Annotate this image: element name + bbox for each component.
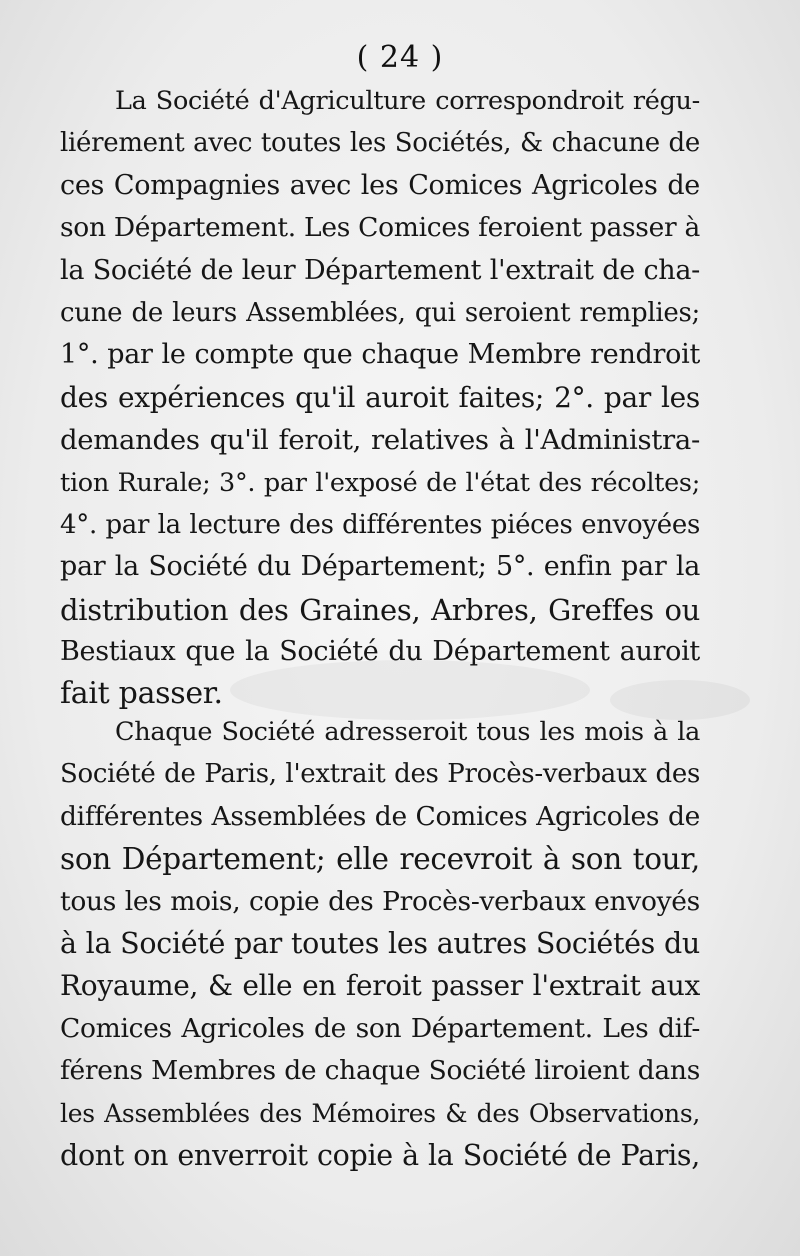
paragraph <box>60 711 700 1177</box>
text-line: La Société d'Agriculture correspondroit régu- <box>115 86 700 116</box>
text-line: cune de leurs Assemblées, qui seroient remplies; <box>60 297 700 328</box>
text-line: 4°. par la lecture des différentes piéces envoyées <box>60 509 700 540</box>
text-line: tous les mois, copie des Procès-verbaux envoyés <box>60 885 700 917</box>
paragraph <box>60 80 700 716</box>
text-line: Royaume, & elle en feroit passer l'extrait aux <box>60 969 700 1003</box>
text-line: férens Membres de chaque Société liroient dans <box>60 1055 700 1087</box>
text-line: Chaque Société adresseroit tous les mois à la <box>115 717 700 747</box>
text-line: 1°. par le compte que chaque Membre rendroit <box>60 339 700 371</box>
text-line: la Société de leur Département l'extrait de cha- <box>60 254 700 286</box>
text-line: les Assemblées des Mémoires & des Observations, <box>60 1098 700 1128</box>
text-line: tion Rurale; 3°. par l'exposé de l'état des récoltes; <box>60 467 700 498</box>
text-line: distribution des Graines, Arbres, Greffes ou <box>60 592 700 627</box>
text-line: des expériences qu'il auroit faites; 2°. par les <box>60 380 700 414</box>
text-line: son Département. Les Comices feroient passer à <box>60 212 700 244</box>
text-line: ces Compagnies avec les Comices Agricoles de <box>60 169 700 201</box>
text-line: différentes Assemblées de Comices Agricoles de <box>60 800 700 832</box>
text-line: liérement avec toutes les Sociétés, & chacune de <box>60 128 700 159</box>
text-line: dont on enverroit copie à la Société de Paris, <box>60 1138 700 1172</box>
text-line: par la Société du Département; 5°. enfin par la <box>60 551 700 583</box>
text-line: son Département; elle recevroit à son tour, <box>60 842 700 877</box>
text-line: Société de Paris, l'extrait des Procès-verbaux des <box>60 759 700 790</box>
page-number: ( 24 ) <box>356 40 444 75</box>
text-line: fait passer. <box>60 676 223 712</box>
text-line: demandes qu'il feroit, relatives à l'Administra- <box>60 424 700 457</box>
text-line: à la Société par toutes les autres Sociétés du <box>60 926 700 960</box>
text-line: Bestiaux que la Société du Département auroit <box>60 636 700 668</box>
text-line: Comices Agricoles de son Département. Les dif- <box>60 1012 700 1044</box>
